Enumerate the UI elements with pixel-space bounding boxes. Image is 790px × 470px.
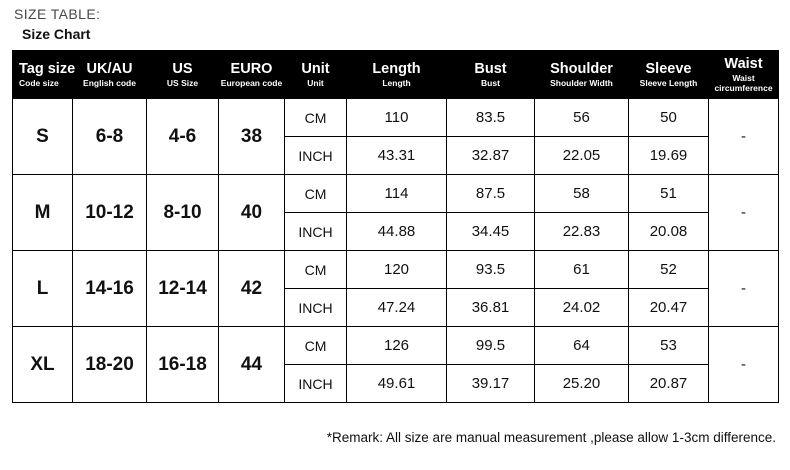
cell-shoulder: 22.05 (535, 137, 629, 175)
cell-tag-size: XL (13, 327, 73, 403)
cell-bust: 83.5 (447, 99, 535, 137)
cell-sleeve: 19.69 (629, 137, 709, 175)
cell-euro: 42 (219, 251, 285, 327)
cell-euro: 44 (219, 327, 285, 403)
cell-unit: INCH (285, 365, 347, 403)
cell-tag-size: M (13, 175, 73, 251)
column-header-main: Sleeve (645, 60, 692, 77)
column-header-sub: US Size (166, 77, 199, 88)
column-header-tag-size (13, 51, 76, 99)
cell-unit: CM (285, 175, 347, 213)
column-header-main: Unit (301, 60, 330, 77)
cell-shoulder: 24.02 (535, 289, 629, 327)
header-row (13, 51, 779, 99)
column-header-sub: Waist circumference (714, 73, 773, 93)
cell-bust: 99.5 (447, 327, 535, 365)
column-header-main: UK/AU (86, 60, 133, 77)
cell-waist: - (709, 175, 779, 251)
column-header-sleeve (629, 51, 709, 99)
size-chart-table (12, 50, 779, 403)
cell-shoulder: 58 (535, 175, 629, 213)
cell-length: 49.61 (347, 365, 447, 403)
cell-bust: 36.81 (447, 289, 535, 327)
column-header-main: Length (372, 60, 421, 77)
cell-us: 16-18 (147, 327, 219, 403)
cell-length: 120 (347, 251, 447, 289)
cell-unit: INCH (285, 289, 347, 327)
cell-sleeve: 20.47 (629, 289, 709, 327)
cell-unit: CM (285, 327, 347, 365)
cell-bust: 87.5 (447, 175, 535, 213)
column-header-waist (709, 51, 779, 99)
cell-waist: - (709, 327, 779, 403)
column-header-uk-au (73, 51, 147, 99)
cell-euro: 38 (219, 99, 285, 175)
cell-sleeve: 50 (629, 99, 709, 137)
cell-unit: CM (285, 99, 347, 137)
cell-bust: 39.17 (447, 365, 535, 403)
cell-unit: CM (285, 251, 347, 289)
cell-uk-au: 14-16 (73, 251, 147, 327)
column-header-main: EURO (230, 60, 273, 77)
cell-euro: 40 (219, 175, 285, 251)
column-header-unit (285, 51, 347, 99)
page-title: SIZE TABLE: (14, 6, 101, 22)
column-header-sub: Bust (481, 77, 500, 88)
cell-sleeve: 51 (629, 175, 709, 213)
column-header-sub: Code size (19, 77, 59, 88)
cell-tag-size: S (13, 99, 73, 175)
cell-bust: 32.87 (447, 137, 535, 175)
cell-sleeve: 20.08 (629, 213, 709, 251)
cell-length: 114 (347, 175, 447, 213)
column-header-euro (219, 51, 285, 99)
cell-unit: INCH (285, 213, 347, 251)
cell-bust: 93.5 (447, 251, 535, 289)
column-header-shoulder (535, 51, 629, 99)
cell-uk-au: 10-12 (73, 175, 147, 251)
table-body (13, 99, 779, 403)
cell-length: 110 (347, 99, 447, 137)
cell-waist: - (709, 99, 779, 175)
cell-waist: - (709, 251, 779, 327)
cell-uk-au: 6-8 (73, 99, 147, 175)
table-row (13, 175, 779, 213)
column-header-us (147, 51, 219, 99)
cell-tag-size: L (13, 251, 73, 327)
table-header (13, 51, 779, 99)
cell-shoulder: 56 (535, 99, 629, 137)
table-row (13, 99, 779, 137)
cell-length: 44.88 (347, 213, 447, 251)
cell-sleeve: 20.87 (629, 365, 709, 403)
page-subtitle: Size Chart (22, 26, 91, 42)
column-header-sub: Sleeve Length (639, 77, 698, 88)
column-header-main: Waist (724, 55, 763, 72)
cell-shoulder: 25.20 (535, 365, 629, 403)
column-header-sub: European code (220, 77, 283, 88)
column-header-bust (447, 51, 535, 99)
table-row (13, 251, 779, 289)
cell-us: 8-10 (147, 175, 219, 251)
column-header-sub: Unit (307, 77, 324, 88)
column-header-length (347, 51, 447, 99)
cell-length: 126 (347, 327, 447, 365)
column-header-main: Tag size (19, 60, 76, 77)
cell-us: 12-14 (147, 251, 219, 327)
cell-shoulder: 22.83 (535, 213, 629, 251)
cell-us: 4-6 (147, 99, 219, 175)
table-row (13, 327, 779, 365)
cell-shoulder: 61 (535, 251, 629, 289)
cell-sleeve: 52 (629, 251, 709, 289)
cell-length: 47.24 (347, 289, 447, 327)
cell-unit: INCH (285, 137, 347, 175)
remark-note: *Remark: All size are manual measurement ,please allow 1-3cm difference. (326, 430, 776, 445)
column-header-sub: Length (382, 77, 411, 88)
column-header-main: Bust (474, 60, 507, 77)
cell-sleeve: 53 (629, 327, 709, 365)
cell-uk-au: 18-20 (73, 327, 147, 403)
column-header-main: Shoulder (550, 60, 613, 77)
cell-length: 43.31 (347, 137, 447, 175)
column-header-sub: English code (83, 77, 136, 88)
cell-bust: 34.45 (447, 213, 535, 251)
cell-shoulder: 64 (535, 327, 629, 365)
column-header-sub: Shoulder Width (550, 77, 613, 88)
column-header-main: US (172, 60, 193, 77)
